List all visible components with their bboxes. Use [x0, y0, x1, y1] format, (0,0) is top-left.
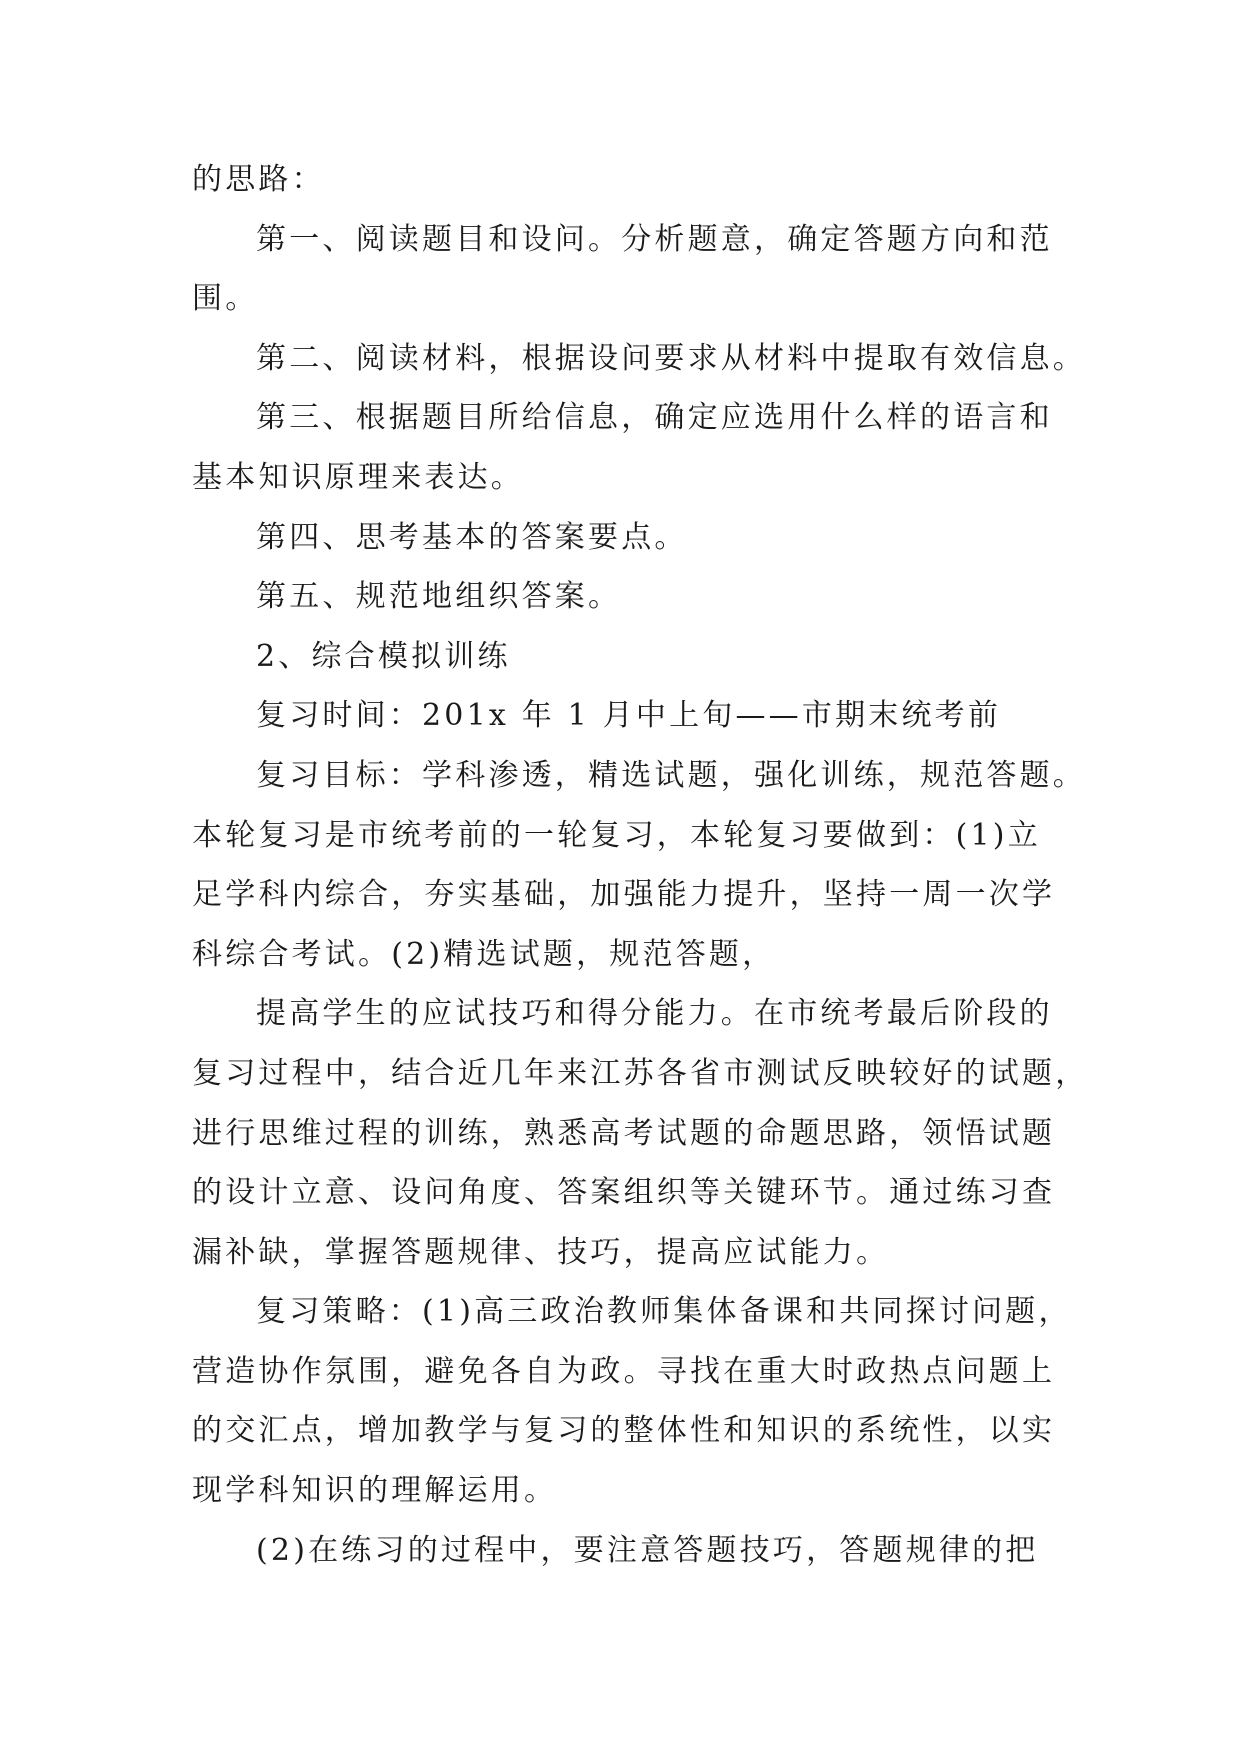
text-line: 漏补缺，掌握答题规律、技巧，提高应试能力。 [192, 1234, 890, 1270]
text-line: 科综合考试。(2)精选试题，规范答题， [192, 936, 776, 972]
text-line: 复习时间：201x 年 1 月中上旬——市期末统考前 [256, 698, 1002, 734]
text-line: 围。 [192, 281, 259, 317]
text-line: (2)在练习的过程中，要注意答题技巧，答题规律的把 [256, 1532, 1039, 1568]
text-line: 提高学生的应试技巧和得分能力。在市统考最后阶段的 [256, 996, 1053, 1032]
text-line: 的思路： [192, 162, 325, 197]
text-line: 第三、根据题目所给信息，确定应选用什么样的语言和 [256, 400, 1053, 436]
text-line: 第四、思考基本的答案要点。 [256, 519, 688, 555]
section-heading: 2、综合模拟训练 [256, 638, 511, 674]
text-line: 营造协作氛围，避免各自为政。寻找在重大时政热点问题上 [192, 1353, 1056, 1389]
text-line: 足学科内综合，夯实基础，加强能力提升，坚持一周一次学 [192, 877, 1056, 913]
text-line: 第五、规范地组织答案。 [256, 579, 622, 615]
text-line: 的设计立意、设问角度、答案组织等关键环节。通过练习查 [192, 1175, 1056, 1211]
text-line: 的交汇点，增加教学与复习的整体性和知识的系统性，以实 [192, 1413, 1056, 1449]
text-line: 基本知识原理来表达。 [192, 459, 524, 495]
text-line: 复习策略：(1)高三政治教师集体备课和共同探讨问题， [256, 1294, 1072, 1330]
text-line: 第一、阅读题目和设问。分析题意，确定答题方向和范 [256, 221, 1053, 257]
text-line: 进行思维过程的训练，熟悉高考试题的命题思路，领悟试题 [192, 1115, 1056, 1151]
text-line: 复习过程中，结合近几年来江苏各省市测试反映较好的试题， [192, 1055, 1089, 1091]
document-page [192, 150, 1089, 1580]
text-line: 复习目标：学科渗透，精选试题，强化训练，规范答题。 [256, 757, 1086, 793]
text-line: 第二、阅读材料，根据设问要求从材料中提取有效信息。 [256, 340, 1086, 376]
text-line: 现学科知识的理解运用。 [192, 1473, 558, 1509]
text-line: 本轮复习是市统考前的一轮复习，本轮复习要做到：(1)立 [192, 817, 1041, 853]
